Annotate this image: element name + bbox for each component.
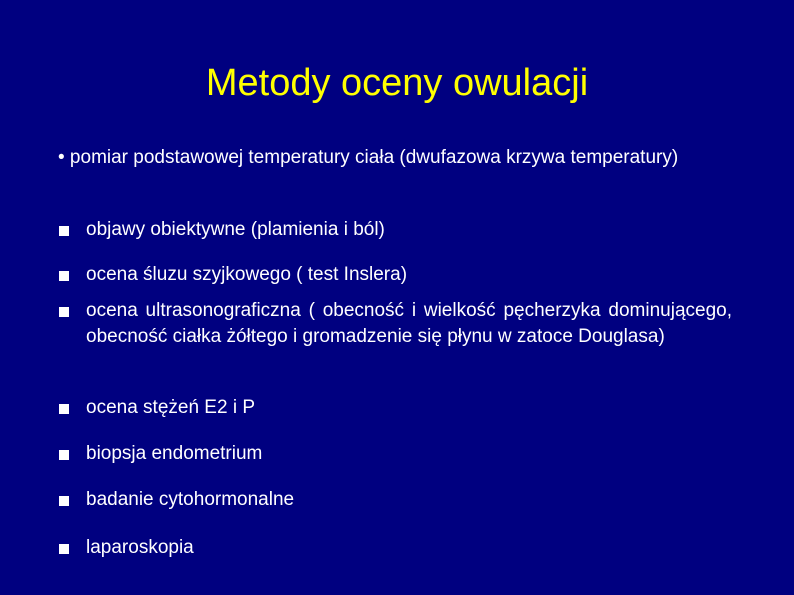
list-item-text: laparoskopia bbox=[86, 537, 194, 558]
list-item-text: ocena stężeń E2 i P bbox=[86, 397, 255, 418]
list-item bbox=[58, 441, 732, 467]
list-item bbox=[58, 535, 732, 561]
square-bullet-icon bbox=[59, 544, 69, 554]
list-item bbox=[58, 217, 732, 243]
square-bullet-icon bbox=[59, 450, 69, 460]
list-item-text: badanie cytohormonalne bbox=[86, 489, 295, 510]
list-item-text: ocena ultrasonograficzna ( obecność i wielkość pęcherzyka dominującego, obecność ciałka żółtego i gromadzenie się płynu w zatoce Douglasa) bbox=[86, 300, 732, 347]
square-bullet-icon bbox=[59, 226, 69, 236]
list-item bbox=[58, 395, 732, 421]
list-item-text: biopsja endometrium bbox=[86, 443, 263, 464]
list-item bbox=[58, 262, 732, 288]
square-bullet-icon bbox=[59, 496, 69, 506]
intro-text: • pomiar podstawowej temperatury ciała (dwufazowa krzywa temperatury) bbox=[58, 147, 679, 168]
square-bullet-icon bbox=[59, 271, 69, 281]
list-item bbox=[58, 298, 732, 350]
list-item-text: ocena śluzu szyjkowego ( test Inslera) bbox=[86, 264, 408, 285]
list-item bbox=[58, 487, 732, 513]
square-bullet-icon bbox=[59, 307, 69, 317]
list-item-text: objawy obiektywne (plamienia i ból) bbox=[86, 219, 385, 240]
square-bullet-icon bbox=[59, 404, 69, 414]
slide-title: Metody oceny owulacji bbox=[205, 62, 589, 104]
